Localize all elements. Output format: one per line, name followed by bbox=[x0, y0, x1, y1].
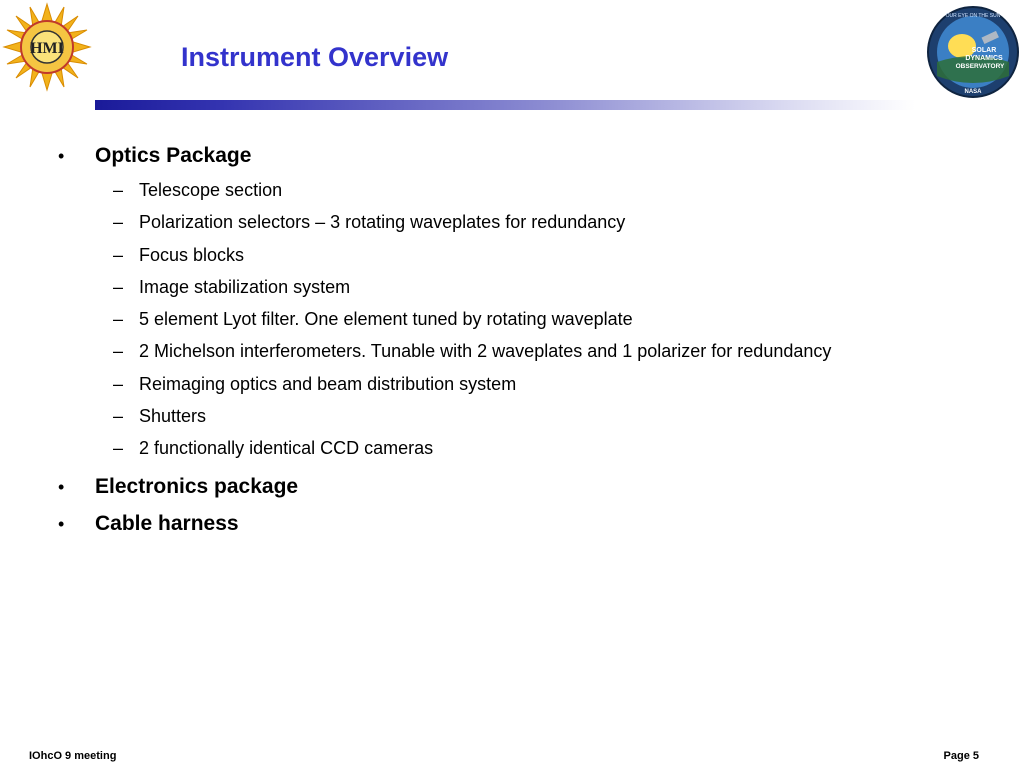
sub-mark: – bbox=[113, 309, 124, 330]
bullet-electronics-package bbox=[0, 472, 1024, 502]
subitem bbox=[0, 400, 1024, 432]
subitem-label: Shutters bbox=[139, 406, 207, 427]
footer-page-number: Page 5 bbox=[943, 750, 979, 762]
subitem bbox=[0, 303, 1024, 335]
subitem bbox=[0, 432, 1024, 464]
subitem bbox=[0, 174, 1024, 206]
subitem-label: 2 functionally identical CCD cameras bbox=[139, 438, 434, 459]
subitem-label: Telescope section bbox=[139, 180, 283, 200]
subitem bbox=[0, 239, 1024, 271]
sub-mark: – bbox=[113, 212, 124, 233]
subitem-label: 5 element Lyot filter. One element tuned by rotating waveplate bbox=[139, 309, 633, 330]
subitem bbox=[0, 271, 1024, 303]
subitem bbox=[0, 206, 1024, 238]
sub-mark: – bbox=[113, 180, 124, 200]
title-divider-bar bbox=[95, 100, 915, 110]
sdo-logo-line3: OBSERVATORY bbox=[955, 63, 1005, 70]
subitem-label: Image stabilization system bbox=[139, 276, 351, 297]
sdo-logo-line2: DYNAMICS bbox=[965, 55, 1003, 62]
subitem-label: Focus blocks bbox=[139, 244, 245, 265]
footer-meeting-name: IOhcO 9 meeting bbox=[29, 750, 117, 762]
bullet-label: Optics Package bbox=[95, 144, 252, 167]
subitem bbox=[0, 335, 1024, 367]
sub-mark: – bbox=[113, 438, 124, 459]
subitem bbox=[0, 368, 1024, 400]
subitem-label: Reimaging optics and beam distribution system bbox=[139, 373, 517, 394]
sdo-logo-arc-text: OUR EYE ON THE SUN bbox=[945, 13, 1001, 19]
subitem-label: 2 Michelson interferometers. Tunable with 2 waveplates and 1 polarizer for redundancy bbox=[139, 341, 832, 362]
sub-mark: – bbox=[113, 341, 124, 362]
slide-body bbox=[0, 141, 1024, 539]
bullet-mark: • bbox=[58, 513, 65, 534]
subitem-label: Polarization selectors – 3 rotating waveplates for redundancy bbox=[139, 212, 626, 233]
bullet-mark: • bbox=[58, 146, 65, 166]
bullet-cable-harness bbox=[0, 509, 1024, 539]
sub-mark: – bbox=[113, 373, 124, 394]
sub-mark: – bbox=[113, 244, 124, 265]
hmi-logo bbox=[2, 2, 92, 92]
sub-mark: – bbox=[113, 406, 124, 427]
sdo-logo bbox=[924, 6, 1022, 98]
bullet-label: Cable harness bbox=[95, 511, 239, 535]
slide-title: Instrument Overview bbox=[181, 42, 449, 72]
sdo-logo-agency: NASA bbox=[964, 89, 982, 95]
bullet-label: Electronics package bbox=[95, 474, 299, 498]
hmi-logo-text: HMI bbox=[30, 40, 64, 57]
sdo-logo-line1: SOLAR bbox=[971, 47, 997, 54]
bullet-mark: • bbox=[58, 476, 65, 497]
sub-mark: – bbox=[113, 276, 124, 297]
bullet-optics-package bbox=[0, 141, 1024, 171]
